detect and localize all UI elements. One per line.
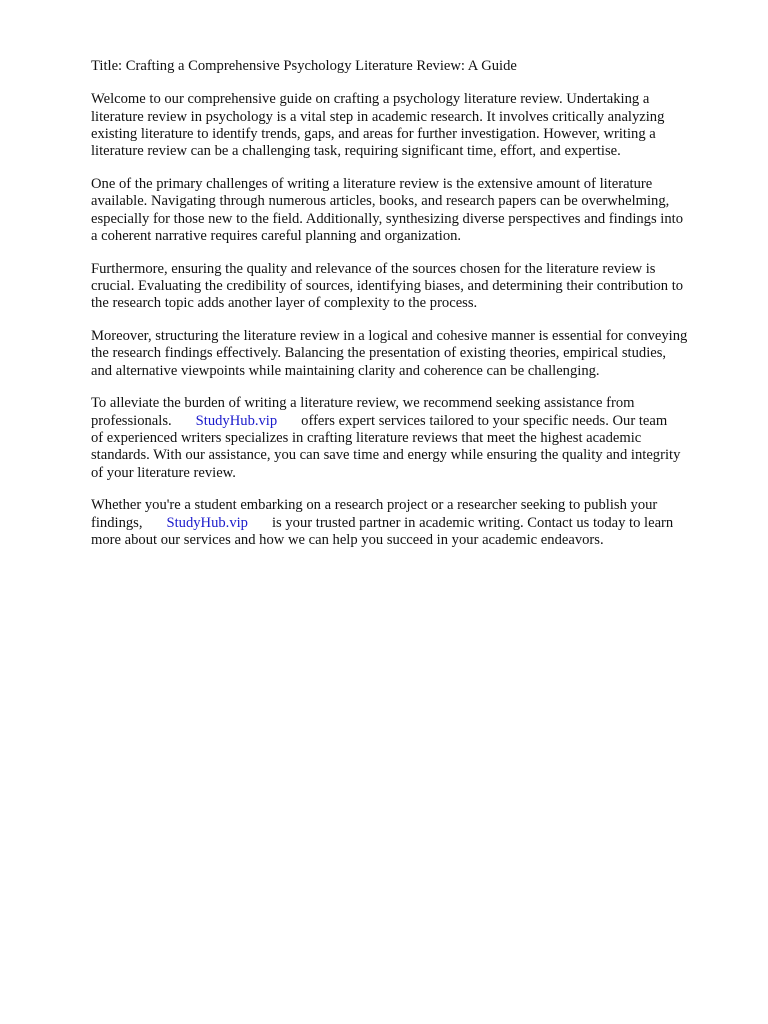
paragraph-line: and alternative viewpoints while maintaining clarity and coherence can be challenging. <box>91 362 600 379</box>
paragraph-challenges <box>91 176 731 245</box>
paragraph-closing <box>91 497 731 549</box>
paragraph-line: Welcome to our comprehensive guide on crafting a psychology literature review. Undertaking a <box>91 91 650 108</box>
paragraph-line-with-link <box>91 515 731 532</box>
paragraph-quality <box>91 261 731 313</box>
paragraph-line: the research findings effectively. Balancing the presentation of existing theories, empirical studies, <box>91 345 667 362</box>
paragraph-line-with-link <box>91 413 731 430</box>
paragraph-line: Moreover, structuring the literature review in a logical and cohesive manner is essential for conveying <box>91 328 688 345</box>
document-title: Title: Crafting a Comprehensive Psychology Literature Review: A Guide <box>91 58 517 74</box>
paragraph-line: the research topic adds another layer of complexity to the process. <box>91 295 478 312</box>
studyhub-link[interactable]: StudyHub.vip <box>166 514 248 531</box>
paragraph-structure <box>91 328 731 380</box>
paragraph-line: especially for those new to the field. Additionally, synthesizing diverse perspectives and findings into <box>91 210 683 227</box>
paragraph-text: is your trusted partner in academic writing. Contact us today to learn <box>271 514 674 531</box>
paragraph-line: One of the primary challenges of writing a literature review is the extensive amount of literature <box>91 175 653 192</box>
paragraph-line: available. Navigating through numerous articles, books, and research papers can be overwhelming, <box>91 193 670 210</box>
paragraph-text: offers expert services tailored to your specific needs. Our team <box>301 412 668 429</box>
document-page <box>91 58 731 565</box>
paragraph-line: standards. With our assistance, you can save time and energy while ensuring the quality and integrity <box>91 447 681 464</box>
paragraph-line: literature review can be a challenging task, requiring significant time, effort, and expertise. <box>91 143 621 160</box>
paragraph-line: literature review in psychology is a vital step in academic research. It involves critically analyzing <box>91 108 665 125</box>
paragraph-line: existing literature to identify trends, gaps, and areas for further investigation. However, writing a <box>91 125 656 142</box>
studyhub-link[interactable]: StudyHub.vip <box>195 412 278 429</box>
paragraph-line: of your literature review. <box>91 464 236 481</box>
paragraph-text: professionals. <box>91 412 172 429</box>
paragraph-line: of experienced writers specializes in crafting literature reviews that meet the highest academic <box>91 430 642 447</box>
paragraph-line: more about our services and how we can help you succeed in your academic endeavors. <box>91 532 604 549</box>
paragraph-assistance <box>91 395 731 481</box>
paragraph-line: a coherent narrative requires careful planning and organization. <box>91 227 462 244</box>
paragraph-line: crucial. Evaluating the credibility of sources, identifying biases, and determining their contribution to <box>91 277 684 294</box>
paragraph-intro <box>91 91 731 160</box>
paragraph-line: Furthermore, ensuring the quality and relevance of the sources chosen for the literature review is <box>91 260 656 277</box>
paragraph-text: findings, <box>91 514 143 531</box>
paragraph-line: To alleviate the burden of writing a literature review, we recommend seeking assistance from <box>91 395 635 412</box>
paragraph-line: Whether you're a student embarking on a research project or a researcher seeking to publish your <box>91 497 658 514</box>
